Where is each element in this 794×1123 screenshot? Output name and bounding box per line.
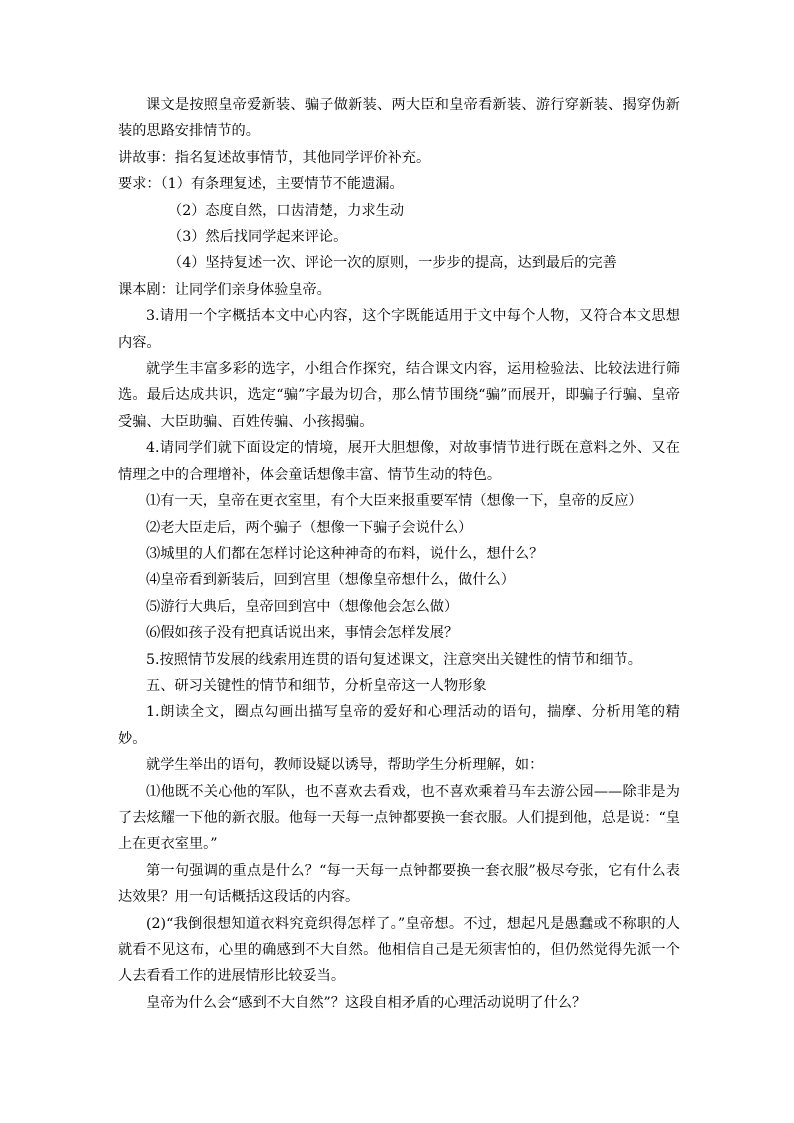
paragraph-requirement-2: （2）态度自然，口齿清楚，力求生动 [168, 202, 405, 219]
paragraph-requirement-4: （4）坚持复述一次、评论一次的原则，一步步的提高，达到最后的完善 [168, 255, 617, 272]
paragraph-storytelling: 讲故事：指名复述故事情节，其他同学评价补充。 [118, 149, 431, 166]
paragraph-question-3: 3.请用一个字概括本文中心内容，这个字既能适用于文中每个人物，又符合本文思想内容。 [118, 308, 680, 351]
paragraph-task-1: 1.朗读全文，圈点勾画出描写皇帝的爱好和心理活动的语句，揣摩、分析用笔的精妙。 [118, 704, 680, 747]
document-body [118, 92, 680, 1016]
paragraph-question-emphasis: 第一句强调的重点是什么？“每一天每一点钟都要换一套衣服”极尽夸张，它有什么表达效果？用一句话概括这段话的内容。 [118, 862, 680, 906]
section-heading-5: 五、研习关键性的情节和细节，分析皇帝这一人物形象 [146, 677, 487, 694]
list-item-scenario-3: ⑶城里的人们都在怎样讨论这种神奇的布料，说什么，想什么？ [146, 545, 544, 562]
paragraph-question-psychology: 皇帝为什么会“感到不大自然”？这段自相矛盾的心理活动说明了什么？ [146, 994, 587, 1011]
paragraph-question-5: 5.按照情节发展的线索用连贯的语句复述课文，注意突出关键性的情节和细节。 [146, 651, 642, 668]
list-item-scenario-5: ⑸游行大典后，皇帝回到宫中（想像他会怎么做） [146, 598, 459, 615]
paragraph-answer-3: 就学生丰富多彩的选字，小组合作探究，结合课文内容，运用检验法、比较法进行筛选。最后达成共识，选定“骗”字最为切合，那么情节围绕“骗”而展开，即骗子行骗、皇帝受骗、大臣助骗、百姓传骗、小孩揭骗。 [118, 361, 680, 430]
paragraph-plot-structure: 课文是按照皇帝爱新装、骗子做新装、两大臣和皇帝看新装、游行穿新装、揭穿伪新装的思路安排情节的。 [118, 97, 680, 140]
list-item-scenario-1: ⑴有一天，皇帝在更衣室里，有个大臣来报重要军情（想像一下，皇帝的反应） [146, 493, 643, 510]
list-item-scenario-2: ⑵老大臣走后，两个骗子（想像一下骗子会说什么） [146, 519, 473, 536]
paragraph-teacher-guidance: 就学生举出的语句，教师设疑以诱导，帮助学生分析理解，如： [146, 757, 544, 774]
paragraph-quote-2: (2)“我倒很想知道衣料究竟织得怎样了。”皇帝想。不过，想起凡是愚蠢或不称职的人就看不见这布，心里的确感到不大自然。他相信自己是无须害怕的，但仍然觉得先派一个人去看看工作的进展情形比较妥当。 [118, 915, 680, 985]
paragraph-quote-1: ⑴他既不关心他的军队，也不喜欢去看戏，也不喜欢乘着马车去游公园——除非是为了去炫耀一下他的新衣服。他每一天每一点钟都要换一套衣服。人们提到他，总是说：“皇上在更衣室里。” [118, 783, 680, 853]
paragraph-textbook-drama: 课本剧：让同学们亲身体验皇帝。 [118, 281, 331, 298]
paragraph-requirement-3: （3）然后找同学起来评论。 [168, 229, 348, 246]
list-item-scenario-6: ⑹假如孩子没有把真话说出来，事情会怎样发展？ [146, 625, 459, 642]
list-item-scenario-4: ⑷皇帝看到新装后，回到宫里（想像皇帝想什么，做什么） [146, 572, 515, 589]
paragraph-question-4: 4.请同学们就下面设定的情境，展开大胆想像，对故事情节进行既在意料之外、又在情理之中的合理增补，体会童话想像丰富、情节生动的特色。 [118, 440, 680, 483]
paragraph-requirement-1: 要求：（1）有条理复述，主要情节不能遗漏。 [118, 176, 404, 193]
